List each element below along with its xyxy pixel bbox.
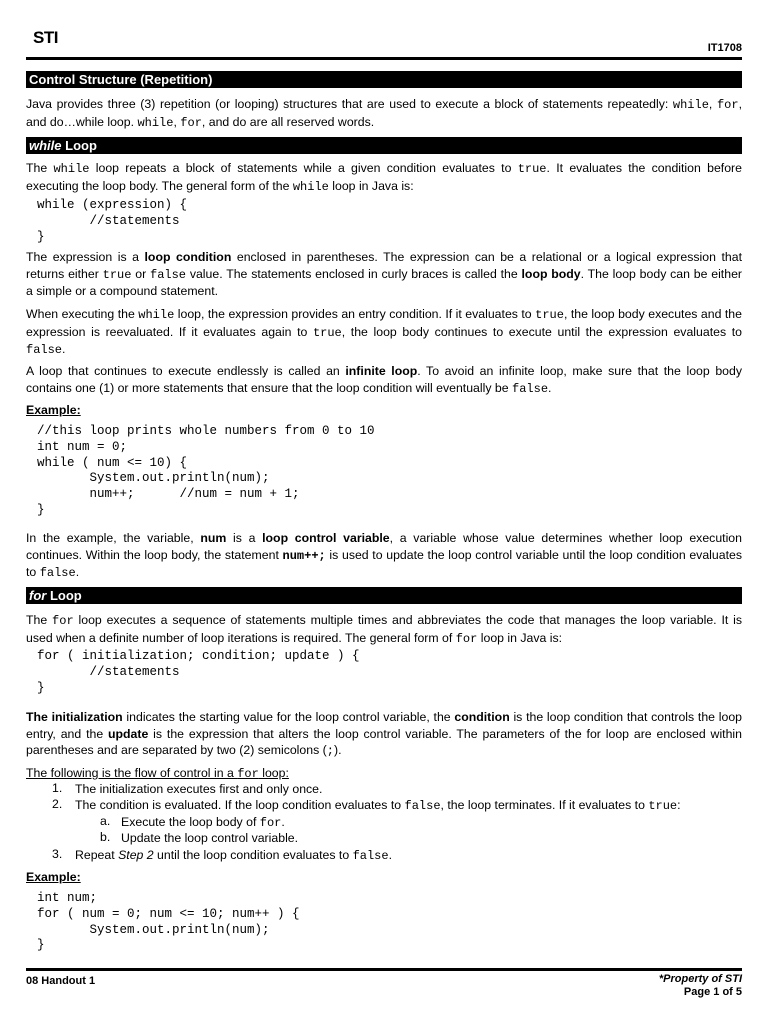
flow-step-1: The initialization executes first and only once.	[75, 782, 323, 796]
section-heading-while-loop: while Loop	[26, 137, 742, 154]
page-number: Page 1 of 5	[683, 986, 742, 998]
footer-rule	[26, 968, 742, 971]
for-example-label: Example:	[26, 870, 81, 884]
while-paragraph-4: A loop that continues to execute endlessly is called an infinite loop. To avoid an infinite loop, make sure that the loop body contains one (1) or more statements that ensure that the loop condition will eventually be false.	[26, 364, 743, 396]
while-general-form-code: while (expression) { //statements }	[37, 198, 188, 244]
section-heading-for-loop: for Loop	[26, 587, 742, 604]
while-example-code: //this loop prints whole numbers from 0 to 10 int num = 0; while ( num <= 10) { System.out.println(num); num++; //num = num + 1; }	[37, 424, 375, 517]
for-example-code: int num; for ( num = 0; num <= 10; num++ ) { System.out.println(num); }	[37, 891, 300, 953]
section-heading-control-structure: Control Structure (Repetition)	[26, 71, 742, 88]
list-letter-a: a.	[100, 814, 111, 828]
property-notice: *Property of STI	[658, 973, 742, 985]
while-example-label: Example:	[26, 403, 81, 417]
handout-label: 08 Handout 1	[26, 975, 96, 987]
while-paragraph-2: The expression is a loop condition enclosed in parentheses. The expression can be a relational or a logical expression that returns either true or false value. The statements enclosed in curly braces is called the loop body. The loop body can be either a simple or a compound statement.	[26, 250, 742, 298]
doc-code: IT1708	[707, 42, 742, 54]
for-paragraph-2: The initialization indicates the starting value for the loop control variable, the condition is the loop condition that controls the loop entry, and the update is the expression that alters the loop control variable. The parameters of the for loop are enclosed within parentheses and are separated by two (2) semicolons (;).	[26, 710, 742, 758]
list-letter-b: b.	[100, 830, 111, 844]
list-number-1: 1.	[52, 781, 63, 795]
while-paragraph-5: In the example, the variable, num is a loop control variable, a variable whose value determines whether loop execution continues. Within the loop body, the statement num++; is used to update the loop control variable until the loop condition evaluates to false.	[26, 531, 742, 580]
intro-paragraph: Java provides three (3) repetition (or looping) structures that are used to execute a block of statements repeatedly: while, for, and do…while loop. while, for, and do are all reserved words.	[26, 97, 742, 130]
while-paragraph-1: The while loop repeats a block of statements while a given condition evaluates to true. It evaluates the condition before executing the loop body. The general form of the while loop in Java is:	[26, 161, 742, 194]
flow-step-2a: Execute the loop body of for.	[121, 815, 285, 830]
list-number-3: 3.	[52, 847, 63, 861]
while-paragraph-3: When executing the while loop, the expression provides an entry condition. If it evaluates to true, the loop body executes and the expression is reevaluated. If it evaluates again to true, the loop body continues to execute until the expression evaluates to false.	[26, 307, 742, 357]
for-paragraph-1: The for loop executes a sequence of statements multiple times and abbreviates the code that manages the loop variable. It is used when a definite number of loop iterations is required. The general form of for loop in Java is:	[26, 613, 743, 646]
header-rule	[26, 57, 742, 60]
for-general-form-code: for ( initialization; condition; update ) { //statements }	[37, 649, 360, 695]
flow-step-3: Repeat Step 2 until the loop condition evaluates to false.	[75, 848, 393, 863]
flow-step-2b: Update the loop control variable.	[121, 831, 299, 845]
for-flow-heading: The following is the flow of control in a for loop:	[26, 766, 289, 781]
footer-right	[659, 973, 742, 999]
list-number-2: 2.	[52, 797, 63, 811]
flow-step-2: The condition is evaluated. If the loop condition evaluates to false, the loop terminates. If it evaluates to true:	[75, 798, 681, 813]
sti-logo: STI	[33, 28, 58, 47]
